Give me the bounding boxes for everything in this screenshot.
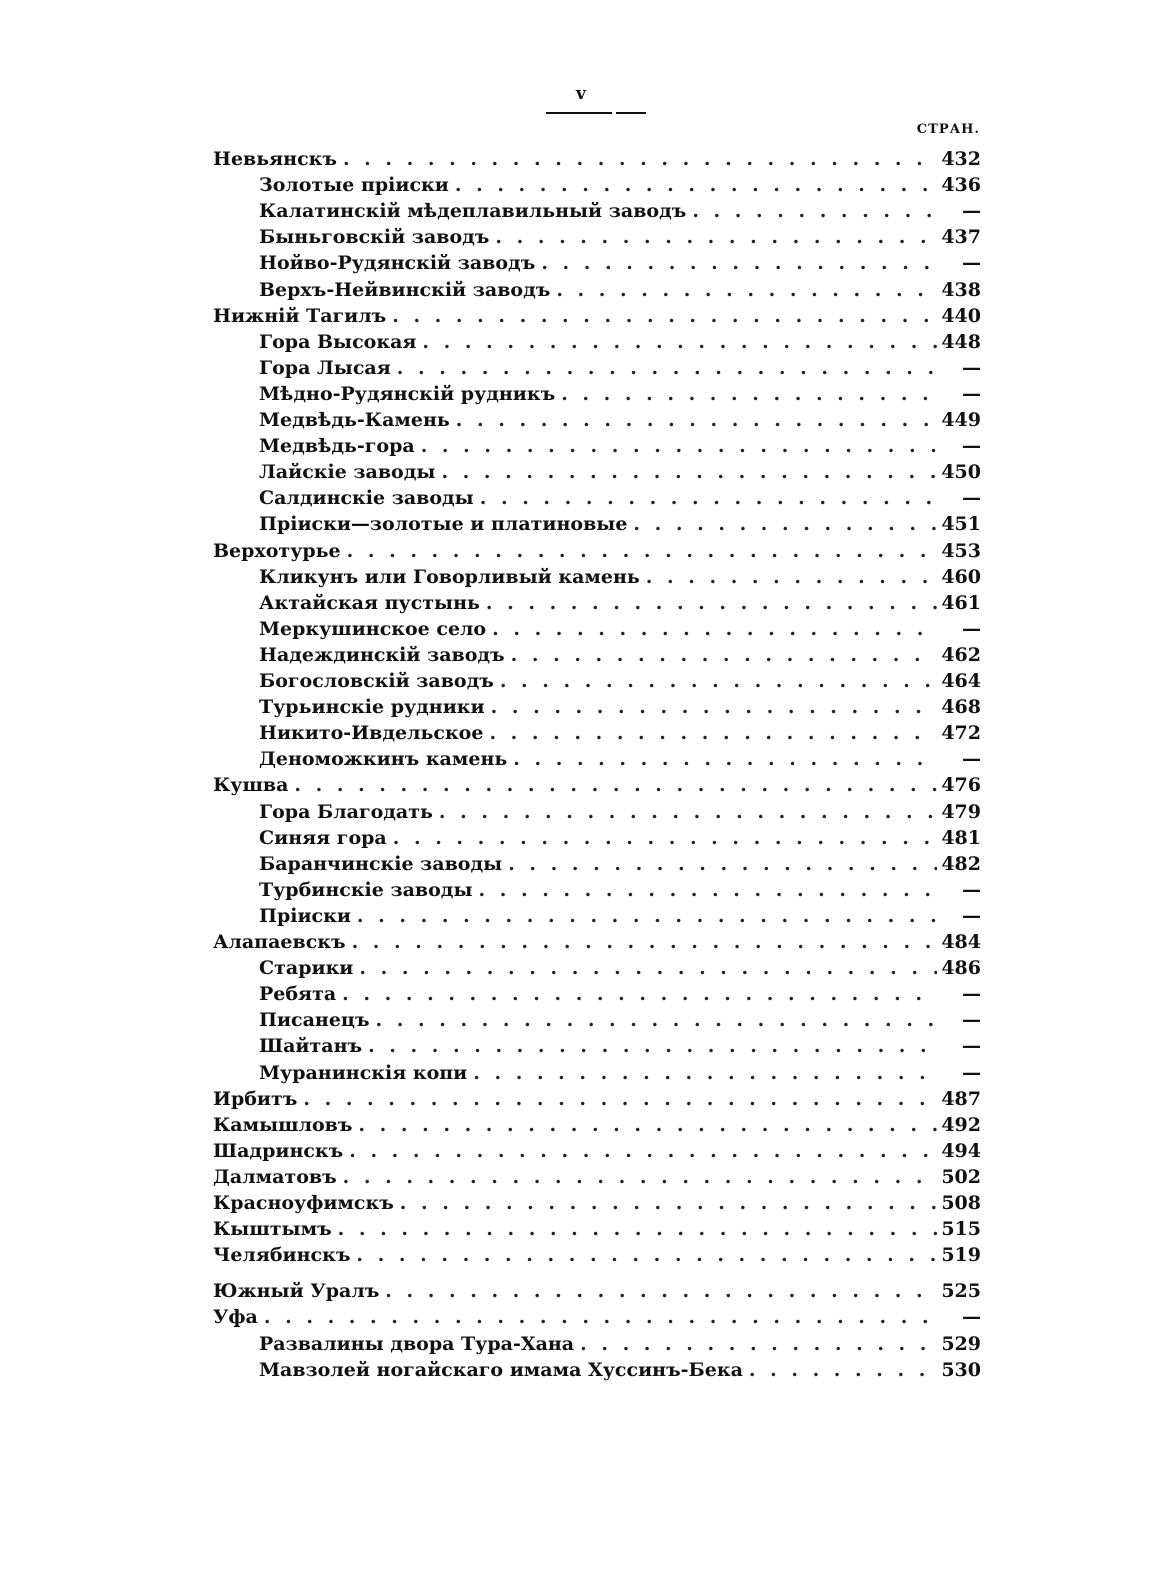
toc-entry-title: Ирбитъ — [213, 1087, 298, 1110]
toc-entry-page: — — [962, 878, 981, 901]
toc-entry-page: — — [962, 904, 981, 927]
toc-entry — [259, 720, 981, 746]
dot-leader — [386, 303, 937, 329]
toc-entry-title: Кликунъ или Говорливый камень — [259, 565, 640, 588]
toc-entry — [259, 1060, 981, 1086]
toc-entry — [259, 955, 981, 981]
toc-entry-page: 530 — [941, 1358, 981, 1381]
dot-leader — [288, 772, 937, 798]
toc-entry-page: 468 — [941, 696, 981, 719]
toc-entry-page: 492 — [941, 1113, 981, 1136]
toc-entry-title: Невьянскъ — [213, 148, 337, 170]
toc-entry — [259, 198, 981, 224]
page-numeral: v — [576, 84, 587, 104]
toc-entry-title: Турьинскiе рудники — [259, 696, 485, 719]
toc-entry — [259, 981, 981, 1007]
toc-entry — [259, 250, 981, 276]
dot-leader — [486, 616, 937, 642]
toc-entry-title: Муранинскiя копи — [259, 1061, 468, 1084]
toc-entry — [259, 851, 981, 877]
dot-leader — [489, 224, 937, 250]
toc-entry — [259, 564, 981, 590]
toc-entry — [213, 1086, 981, 1112]
toc-entry-title: Меркушинское село — [259, 617, 487, 640]
toc-entry — [213, 772, 981, 798]
toc-entry-page: 436 — [941, 174, 981, 197]
toc-entry-page: — — [962, 1306, 981, 1329]
toc-entry-title: Далматовъ — [213, 1165, 337, 1188]
dot-leader — [483, 720, 937, 746]
toc-entry-title: Старики — [259, 957, 354, 980]
dot-leader — [474, 485, 937, 511]
toc-entry-page: 449 — [941, 409, 981, 431]
toc-entry — [213, 303, 981, 329]
toc-entry-page: 487 — [941, 1087, 981, 1110]
toc-entry-title: Верхотурье — [213, 539, 341, 562]
toc-entry-page: — — [962, 1035, 981, 1058]
toc-entry-page: — — [962, 748, 981, 771]
dot-leader — [341, 538, 937, 564]
toc-entry — [213, 1190, 981, 1216]
toc-entry-title: Никито-Ивдельское — [259, 722, 484, 745]
dot-leader — [640, 564, 937, 590]
toc-entry — [259, 903, 981, 929]
toc-entry-page: 481 — [941, 826, 981, 849]
toc-entry — [259, 329, 981, 355]
toc-entry-page: 440 — [941, 304, 981, 327]
toc-entry — [259, 355, 981, 381]
toc-entry-title: Красноуфимскъ — [213, 1192, 394, 1214]
dot-leader — [346, 929, 937, 955]
toc-entry-title: Мавзолей ногайскаго имама Хуссинъ-Бека — [259, 1358, 743, 1381]
dot-leader — [379, 1278, 937, 1304]
toc-entry — [213, 1278, 981, 1304]
toc-entry — [213, 1164, 981, 1190]
toc-entry-page: 448 — [941, 330, 981, 353]
dot-leader — [415, 433, 937, 459]
dot-leader — [502, 851, 937, 877]
toc-entry-title: Развалины двора Тура-Хана — [259, 1332, 575, 1355]
dot-leader — [351, 903, 937, 929]
toc-entry-title: Шайтанъ — [259, 1035, 363, 1058]
toc-entry-page: 508 — [941, 1192, 981, 1214]
toc-entry — [259, 485, 981, 511]
dot-leader — [686, 198, 937, 224]
toc-entry — [213, 929, 981, 955]
toc-entry-page: 460 — [941, 565, 981, 588]
toc-entry-title: Уфа — [213, 1306, 258, 1329]
toc-entry — [213, 538, 981, 564]
toc-entry — [259, 668, 981, 694]
toc-entry-title: Верхъ-Нейвинскiй заводъ — [259, 278, 551, 301]
dot-leader — [435, 459, 937, 485]
toc-entry-title: Нойво-Рудянскiй заводъ — [259, 252, 536, 275]
toc-entry — [259, 381, 981, 407]
toc-entry — [213, 1216, 981, 1242]
toc-entry — [259, 746, 981, 772]
toc-entry-title: Южный Уралъ — [213, 1280, 380, 1303]
toc-entry-page: 525 — [941, 1280, 981, 1303]
dot-leader — [494, 668, 937, 694]
toc-entry-page: 486 — [941, 957, 981, 980]
dot-leader — [343, 1138, 937, 1164]
toc-entry-page: 479 — [941, 800, 981, 823]
toc-entry — [213, 1304, 981, 1330]
dot-leader — [362, 1033, 937, 1059]
toc-entry-title: Баранчинскiе заводы — [259, 852, 503, 875]
toc-entry — [213, 1138, 981, 1164]
dot-leader — [337, 1164, 937, 1190]
toc-entry-page: 450 — [941, 461, 981, 484]
toc-entry-page: 515 — [941, 1218, 981, 1241]
dot-leader — [743, 1357, 937, 1383]
dot-leader — [297, 1086, 937, 1112]
toc-entry-page: — — [962, 356, 981, 379]
toc-entry-page: 482 — [941, 852, 981, 875]
dot-leader — [449, 172, 937, 198]
dot-leader — [535, 250, 937, 276]
toc-entry-title: Нижнiй Тагилъ — [213, 304, 387, 327]
dot-leader — [352, 1112, 937, 1138]
toc-entry — [259, 407, 981, 433]
dot-leader — [550, 277, 937, 303]
toc-entry — [259, 825, 981, 851]
toc-entry — [259, 590, 981, 616]
toc-entry — [259, 799, 981, 825]
header-rule-right — [616, 112, 646, 114]
dot-leader — [387, 825, 937, 851]
dot-leader — [485, 694, 937, 720]
toc-entry-title: Мѣдно-Рудянскiй рудникъ — [259, 382, 556, 405]
toc-entry-page: 502 — [941, 1165, 981, 1188]
page-column-label: СТРАН. — [916, 122, 980, 137]
toc-entry-title: Медвѣдь-Камень — [259, 409, 450, 431]
toc-entry — [259, 642, 981, 668]
toc-entry — [259, 1331, 981, 1357]
toc-entry — [259, 433, 981, 459]
toc-entry-title: Калатинскiй мѣдеплавильный заводъ — [259, 200, 687, 223]
toc-entry-page: 462 — [941, 643, 981, 666]
toc-entry-page: 453 — [941, 539, 981, 562]
toc-entry-title: Прiиски — [259, 904, 351, 927]
toc-entry-page: — — [962, 200, 981, 223]
toc-entry — [213, 146, 981, 172]
toc-entry-page: — — [962, 435, 981, 458]
toc-entry-title: Турбинскiе заводы — [259, 878, 473, 901]
toc-entry-title: Золотые прiиски — [259, 174, 449, 197]
dot-leader — [467, 1060, 937, 1086]
dot-leader — [332, 1216, 937, 1242]
dot-leader — [555, 381, 937, 407]
toc-entry-page: — — [962, 1061, 981, 1084]
toc-entry-title: Гора Лысая — [259, 356, 391, 379]
toc-entry-title: Алапаевскъ — [213, 931, 346, 953]
toc-entry-page: 451 — [941, 513, 981, 536]
toc-entry-page: — — [962, 382, 981, 405]
toc-entry-title: Лайскiе заводы — [259, 461, 436, 484]
dot-leader — [433, 799, 937, 825]
toc-entry-page: — — [962, 983, 981, 1006]
toc-entry-title: Челябинскъ — [213, 1244, 351, 1267]
toc-entry — [259, 877, 981, 903]
dot-leader — [627, 511, 937, 537]
toc-entry — [259, 277, 981, 303]
toc-entry-page: — — [962, 487, 981, 510]
toc-entry-title: Шадринскъ — [213, 1139, 344, 1162]
page-header — [0, 84, 1163, 104]
toc-entry-title: Быньговскiй заводъ — [259, 226, 490, 249]
toc-entry-title: Прiиски—золотые и платиновые — [259, 513, 628, 536]
toc-entry-title: Гора Высокая — [259, 330, 417, 353]
toc-entry-page: 472 — [941, 722, 981, 745]
toc-entry-page: 476 — [941, 774, 981, 797]
dot-leader — [391, 355, 937, 381]
toc-entry — [213, 1112, 981, 1138]
toc-entry-page: — — [962, 252, 981, 275]
dot-leader — [480, 590, 937, 616]
toc-entry-page: 432 — [941, 148, 981, 170]
dot-leader — [394, 1190, 937, 1216]
dot-leader — [416, 329, 937, 355]
dot-leader — [473, 877, 938, 903]
dot-leader — [350, 1242, 937, 1268]
toc-entry — [259, 172, 981, 198]
toc-entry-page: 437 — [941, 226, 981, 249]
toc-entry-page: 519 — [941, 1244, 981, 1267]
toc-entry-page: 461 — [941, 591, 981, 614]
toc-entry-title: Деноможкинъ камень — [259, 748, 508, 771]
toc-entry — [259, 459, 981, 485]
dot-leader — [507, 746, 937, 772]
toc-entry — [259, 1357, 981, 1383]
toc-entry — [213, 1242, 981, 1268]
toc-entry-title: Кушва — [213, 774, 289, 797]
dot-leader — [450, 407, 937, 433]
dot-leader — [337, 146, 937, 172]
toc-entry — [259, 224, 981, 250]
toc-entry — [259, 694, 981, 720]
toc-entry-page: 529 — [941, 1332, 981, 1355]
dot-leader — [370, 1007, 937, 1033]
toc-entry-title: Актайская пустынь — [259, 591, 480, 614]
toc-entry — [259, 1033, 981, 1059]
toc-entry-title: Ребята — [259, 983, 337, 1006]
toc-entry-title: Кыштымъ — [213, 1218, 332, 1241]
toc-entry-page: 484 — [941, 931, 981, 953]
toc-entry-title: Синяя гора — [259, 826, 387, 849]
header-rule-left — [546, 112, 612, 114]
toc-entry-title: Медвѣдь-гора — [259, 435, 415, 458]
toc-entry — [259, 1007, 981, 1033]
toc-entry — [259, 511, 981, 537]
toc-entry-title: Писанецъ — [259, 1009, 370, 1032]
dot-leader — [353, 955, 937, 981]
toc-entry-page: 438 — [941, 278, 981, 301]
toc-entry-page: — — [962, 1009, 981, 1032]
dot-leader — [574, 1331, 937, 1357]
toc-entry-title: Гора Благодать — [259, 800, 433, 823]
toc-entry-title: Богословскiй заводъ — [259, 670, 494, 692]
toc-entry-page: — — [962, 617, 981, 640]
dot-leader — [258, 1304, 937, 1330]
toc-entry-page: 464 — [941, 670, 981, 692]
dot-leader — [505, 642, 937, 668]
toc-entry-title: Салдинскiе заводы — [259, 487, 474, 510]
toc-entry-page: 494 — [941, 1139, 981, 1162]
toc-entry — [259, 616, 981, 642]
toc-entry-title: Камышловъ — [213, 1113, 353, 1136]
toc-entry-title: Надеждинскiй заводъ — [259, 643, 505, 666]
dot-leader — [336, 981, 937, 1007]
